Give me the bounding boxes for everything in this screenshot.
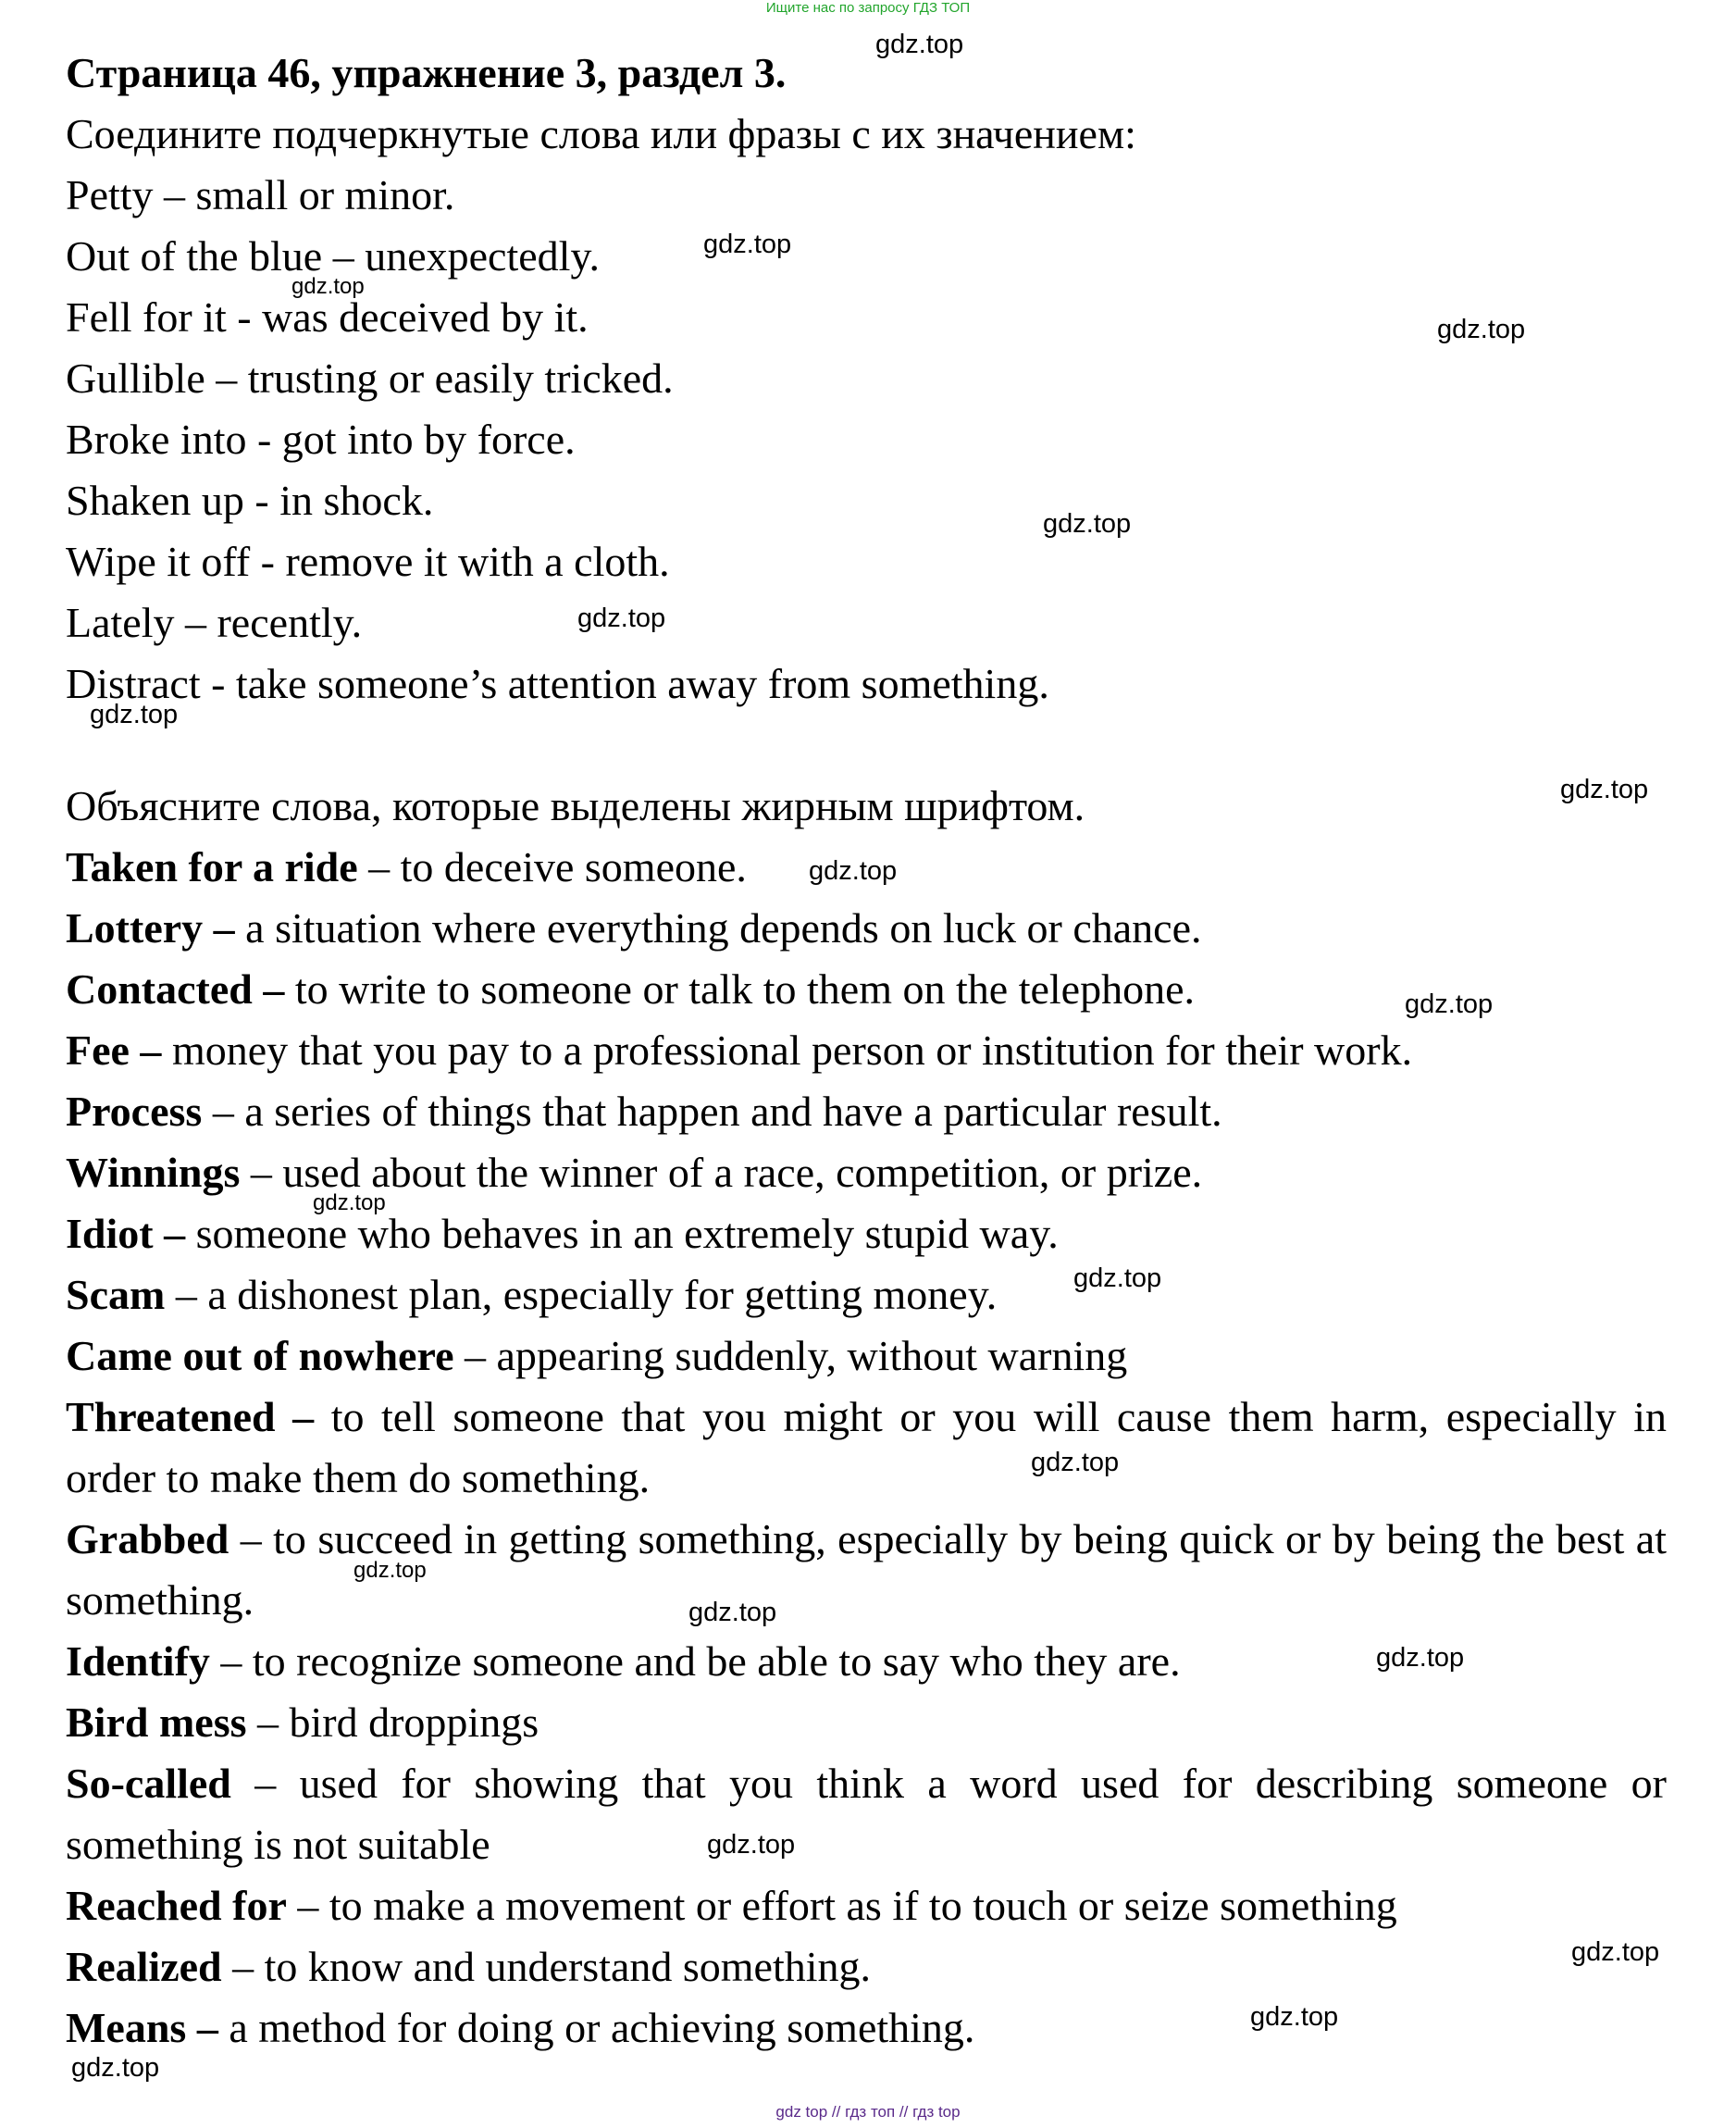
definition-term: Lottery – (66, 904, 235, 952)
definition-term: Came out of nowhere (66, 1332, 454, 1379)
match-item: Out of the blue – unexpectedly. (66, 232, 600, 280)
watermark: gdz.top (809, 856, 898, 886)
definition-term: Contacted – (66, 965, 285, 1013)
watermark: gdz.top (875, 30, 964, 59)
top-banner: Ищите нас по запросу ГДЗ ТОП (765, 0, 971, 16)
watermark: gdz.top (1250, 2002, 1339, 2032)
watermark: gdz.top (1031, 1448, 1120, 1477)
definition-item (66, 1753, 1667, 1875)
watermark: gdz.top (1560, 775, 1649, 804)
match-item: Shaken up - in shock. (66, 477, 434, 524)
definition-item (66, 1997, 1667, 2059)
definition-text: to tell someone that you might or you will cause them harm, especially in order to make them do something. (66, 1393, 1667, 1501)
definition-text: money that you pay to a professional person or institution for their work. (161, 1027, 1413, 1074)
definition-term: Idiot – (66, 1210, 186, 1257)
watermark: gdz.top (1437, 315, 1526, 344)
definition-item (66, 1020, 1667, 1081)
document-page (66, 43, 1667, 2059)
watermark: gdz.top (707, 1830, 796, 1860)
match-item: Wipe it off - remove it with a cloth. (66, 538, 670, 585)
definition-term: So-called (66, 1760, 231, 1807)
definition-term: Identify (66, 1637, 210, 1685)
definition-text: – to make a movement or effort as if to touch or seize something (286, 1882, 1397, 1929)
match-item: Petty – small or minor. (66, 171, 455, 218)
definition-term: Process (66, 1088, 203, 1135)
definition-text: a method for doing or achieving something. (217, 2004, 975, 2051)
definition-item (66, 898, 1667, 959)
definition-item (66, 1509, 1667, 1631)
definition-term: Threatened – (66, 1393, 315, 1440)
definition-term: Grabbed (66, 1515, 229, 1562)
watermark: gdz.top (1405, 989, 1494, 1019)
definition-text: a situation where everything depends on luck or chance. (234, 904, 1202, 952)
definition-term: Winnings (66, 1149, 241, 1196)
section2-instruction: Объясните слова, которые выделены жирным шрифтом. (66, 782, 1085, 829)
watermark: gdz.top (1073, 1263, 1162, 1293)
section-spacer (66, 715, 1667, 776)
watermark: gdz.top (688, 1598, 777, 1627)
definition-item (66, 1692, 1667, 1753)
definition-term: Bird mess (66, 1699, 247, 1746)
definition-text: – bird droppings (246, 1699, 539, 1746)
definition-item (66, 1325, 1667, 1387)
page-title: Страница 46, упражнение 3, раздел 3. (66, 49, 787, 96)
definition-text: – to know and understand something. (221, 1943, 872, 1990)
definition-item (66, 1387, 1667, 1509)
watermark: gdz.top (703, 230, 792, 259)
definition-text: – appearing suddenly, without warning (453, 1332, 1128, 1379)
definition-text: – used about the winner of a race, competition, or prize. (240, 1149, 1203, 1196)
section1-instruction: Соедините подчеркнутые слова или фразы с их значением: (66, 110, 1136, 157)
watermark: gdz.top (577, 604, 666, 633)
watermark: gdz.top (90, 700, 179, 729)
match-item: Broke into - got into by force. (66, 416, 576, 463)
definition-term: Reached for (66, 1882, 287, 1929)
bottom-banner: gdz top // гдз топ // гдз top (775, 2103, 961, 2121)
watermark: gdz.top (1043, 509, 1132, 539)
definition-text: – used for showing that you think a word used for describing someone or something is not suitable (66, 1760, 1667, 1868)
watermark: gdz.top (1376, 1643, 1465, 1673)
definition-text: – to succeed in getting something, especially by being quick or by being the best at something. (66, 1515, 1667, 1624)
definition-term: Taken for a ride (66, 843, 358, 890)
definition-item (66, 1936, 1667, 1997)
definition-term: Scam (66, 1271, 166, 1318)
watermark: gdz.top (71, 2053, 160, 2083)
definition-text: – to deceive someone. (357, 843, 747, 890)
definition-item (66, 1875, 1667, 1936)
match-item: Fell for it - was deceived by it. (66, 293, 589, 341)
match-item: Distract - take someone’s attention away from something. (66, 660, 1049, 707)
definition-text: to write to someone or talk to them on the telephone. (284, 965, 1196, 1013)
definition-text: – to recognize someone and be able to say who they are. (209, 1637, 1181, 1685)
watermark: gdz.top (1571, 1937, 1660, 1967)
definition-text: – a series of things that happen and have a particular result. (202, 1088, 1222, 1135)
match-item: Gullible – trusting or easily tricked. (66, 355, 674, 402)
definition-term: Means – (66, 2004, 218, 2051)
definition-text: someone who behaves in an extremely stupid way. (185, 1210, 1059, 1257)
definition-item (66, 1264, 1667, 1325)
definition-text: – a dishonest plan, especially for getting money. (165, 1271, 998, 1318)
definition-item (66, 1142, 1667, 1203)
match-item: Lately – recently. (66, 599, 363, 646)
watermark: gdz.top (291, 274, 365, 299)
definition-term: Fee – (66, 1027, 162, 1074)
definition-item (66, 1081, 1667, 1142)
watermark: gdz.top (313, 1190, 386, 1215)
definition-item (66, 1203, 1667, 1264)
watermark: gdz.top (353, 1558, 427, 1583)
definition-term: Realized (66, 1943, 222, 1990)
